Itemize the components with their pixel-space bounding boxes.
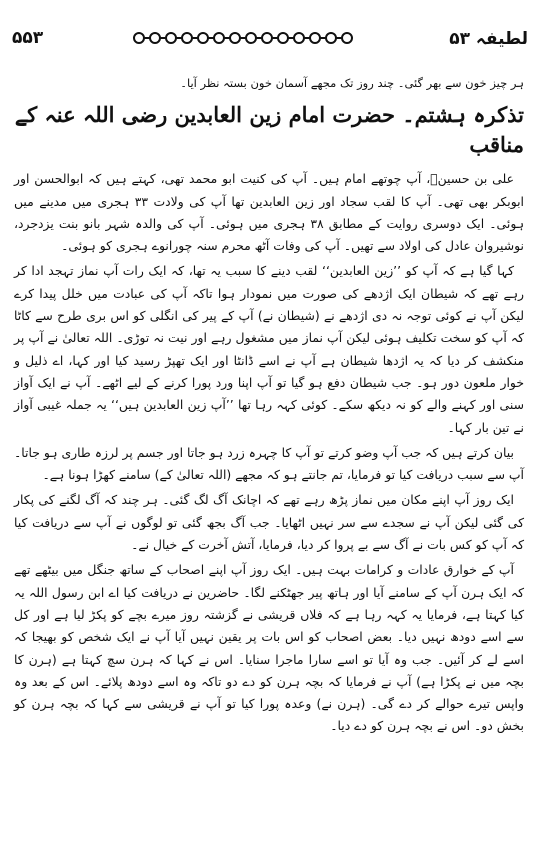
paragraph: ایک روز آپ اپنے مکان میں نماز پڑھ رہے تھے کہ اچانک آگ لگ گئی۔ ہر چند کہ آگ لگنے کی پکار کی گئی لیکن آپ نے سجدے سے سر نہیں اٹھایا۔ جب آگ بجھ گئی تو لوگوں نے آپ سے دریافت کیا کہ آپ کو کس بات نے آگ سے بے پروا کر دیا، فرمایا، آتش آخرت کے خیال نے۔ (14, 492, 524, 553)
page-header (12, 26, 528, 50)
paragraph: علی بن حسینؓ، آپ چوتھے امام ہیں۔ آپ کی کنیت ابو محمد تھی، کہتے ہیں کہ ابوالحسن اور ابوبکر بھی تھی۔ آپ کا لقب سجاد اور زین العابدین تھا آپ کی ولادت ۳۳ ہجری میں مدینے میں ہوئی۔ ایک دوسری روایت کے مطابق ۳۸ ہجری میں ہوئی۔ آپ کی والدہ شہر بانو بنت یزدجرد، نوشیروان عادل کی اولاد سے تھیں۔ آپ کی وفات آٹھ محرم سنہ چورانوے ہجری کو ہوئی۔ (14, 171, 524, 254)
paragraph: آپ کے خوارق عادات و کرامات بہت ہیں۔ ایک روز آپ اپنے اصحاب کے ساتھ جنگل میں بیٹھے تھے کہ ایک ہرن آپ کے سامنے آیا اور ہاتھ پیر جھٹکنے لگا۔ حاضرین نے دریافت کیا اے ابن رسول اللہ یہ کیا کہتا ہے، فرمایا یہ کہہ رہا ہے کہ فلاں قریشی نے گزشتہ روز میرے بچے کو پکڑ لیا ہے اور کل سے اسے دودھ نہیں دیا۔ بعض اصحاب کو اس بات پر یقین نہیں آیا آپ نے ایک شخص کو بھیجا کہ اسے لے کر آئیں۔ جب وہ آیا تو اسے سارا ماجرا سنایا۔ اس نے کہا کہ ہرن سچ کہتا ہے (ہرن کا بچہ میں نے پکڑا ہے) آپ نے فرمایا کہ بچہ ہرن کو دے دو تاکہ وہ اسے دودھ پلائے۔ اس کے بعد وہ واپس تیرے حوالے کر دے گی۔ (ہرن نے) وعدہ پورا کیا تو آپ نے قریشی سے کہا کہ بچہ ہرن کو بخش دو۔ اس نے بچہ ہرن کو دے دیا۔ (14, 562, 524, 734)
paragraph: کہا گیا ہے کہ آپ کو ’’زین العابدین‘‘ لقب دینے کا سبب یہ تھا، کہ ایک رات آپ نماز تہجد ادا کر رہے تھے کہ شیطان ایک اژدھے کی صورت میں نمودار ہوا تاکہ آپ کی عبادت میں خلل پیدا کرے لیکن آپ نے کوئی توجہ نہ دی اژدھے نے (شیطان نے) آپ کے پیر کی انگلی کو اس بری طرح سے کاٹا کہ آپ کو سخت تکلیف ہوئی لیکن آپ نماز میں مشغول رہے اور نیت نہ توڑی۔ اللہ تعالیٰ نے آپ پر منکشف کر دیا کہ یہ اژدھا شیطان ہے آپ نے اسے ڈانٹا اور ایک تھپڑ رسید کیا اور کہا، اے ذلیل و خوار ملعون دور ہو۔ جب شیطان دفع ہو گیا تو آپ اپنا ورد پورا کرنے کے لیے اٹھے۔ آپ نے ایک آواز سنی اور کہنے والے کو نہ دیکھ سکے۔ کوئی کہہ رہا تھا ’’آپ زین العابدین ہیں‘‘ یہ جملہ غیبی آواز نے تین بار کہا۔ (14, 263, 524, 435)
page-number: ۵۵۳ (12, 28, 44, 48)
chain-ornament-icon (131, 29, 361, 47)
page-body (14, 72, 524, 741)
paragraph: بیان کرتے ہیں کہ جب آپ وضو کرتے تو آپ کا چہرہ زرد ہو جاتا اور جسم پر لرزہ طاری ہو جاتا۔ آپ سے سبب دریافت کیا تو فرمایا، تم جانتے ہو کہ مجھے (اللہ تعالیٰ کے) سامنے کھڑا ہونا ہے۔ (14, 444, 524, 483)
header-ornament (131, 29, 361, 47)
chapter-heading: تذکرہ ہشتم۔ حضرت امام زین العابدین رضی اللہ عنہ کے مناقب (14, 102, 524, 158)
section-title: لطیفہ ۵۳ (449, 28, 528, 49)
lead-line: ہر چیز خون سے بھر گئی۔ چند روز تک مجھے آسمان خون بستہ نظر آیا۔ (180, 76, 524, 90)
